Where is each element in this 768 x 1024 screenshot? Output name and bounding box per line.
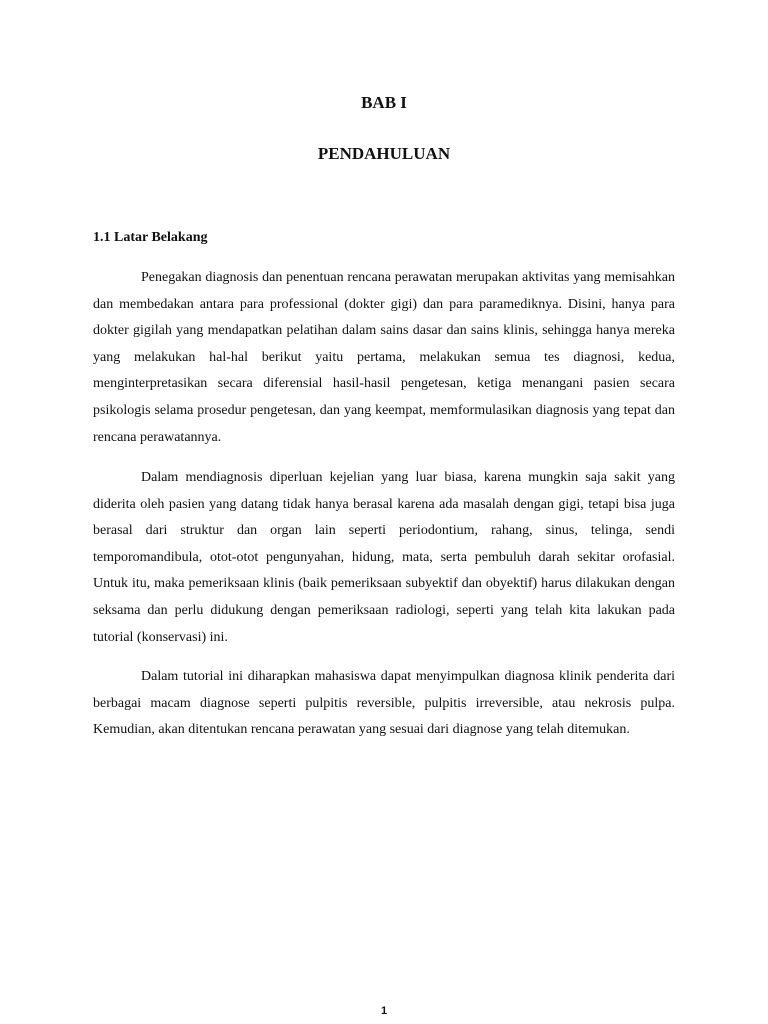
page-number: 1 xyxy=(380,1005,388,1017)
paragraph-2: Dalam mendiagnosis diperluan kejelian yang luar biasa, karena mungkin saja sakit yang diderita oleh pasien yang datang tidak hanya berasal karena ada masalah dengan gigi, tetapi bisa juga berasal dari struktur dan organ lain seperti periodontium, rahang, sinus, telinga, sendi temporomandibula, otot-otot pengunyahan, hidung, mata, serta pembuluh darah sekitar orofasial. Untuk itu, maka pemeriksaan klinis (baik pemeriksaan subyektif dan obyektif) harus dilakukan dengan seksama dan perlu didukung dengan pemeriksaan radiologi, seperti yang telah kita lakukan pada tutorial (konservasi) ini. xyxy=(93,470,675,645)
paragraph-3: Dalam tutorial ini diharapkan mahasiswa dapat menyimpulkan diagnosa klinik penderita dari berbagai macam diagnose seperti pulpitis reversible, pulpitis irreversible, atau nekrosis pulpa. Kemudian, akan ditentukan rencana perawatan yang sesuai dari diagnose yang telah ditemukan. xyxy=(93,669,675,738)
chapter-number: BAB I xyxy=(361,93,407,112)
chapter-title: PENDAHULUAN xyxy=(317,144,451,163)
section-heading: 1.1 Latar Belakang xyxy=(93,230,208,245)
paragraph-1: Penegakan diagnosis dan penentuan rencana perawatan merupakan aktivitas yang memisahkan dan membedakan antara para professional (dokter gigi) dan para paramediknya. Disini, hanya para dokter gigilah yang mendapatkan pelatihan dalam sains dasar dan sains klinis, sehingga hanya mereka yang melakukan hal-hal berikut yaitu pertama, melakukan semua tes diagnosi, kedua, menginterpretasikan secara diferensial hasil-hasil pengetesan, ketiga menangani pasien secara psikologis selama prosedur pengetesan, dan yang keempat, memformulasikan diagnosis yang tepat dan rencana perawatannya. xyxy=(93,270,675,445)
